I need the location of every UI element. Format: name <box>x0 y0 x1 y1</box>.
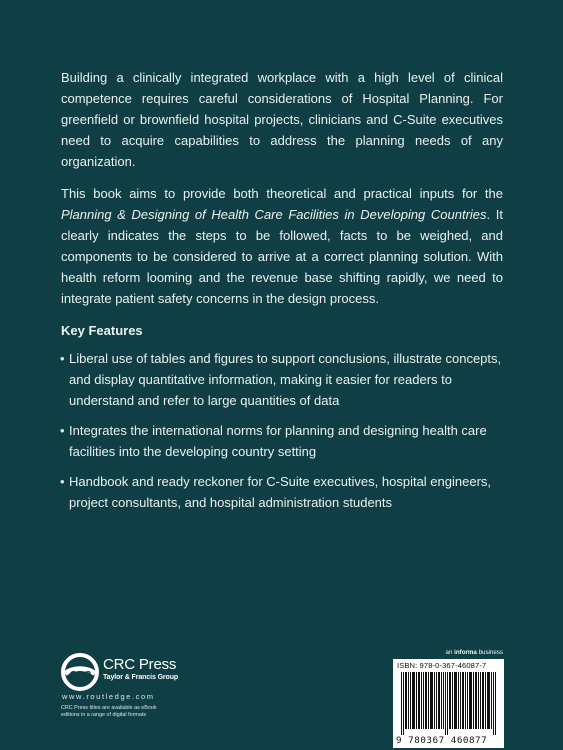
isbn-text: ISBN: 978-0-367-46087-7 <box>397 661 487 670</box>
key-features-heading: Key Features <box>61 323 143 338</box>
key-feature-text: Handbook and ready reckoner for C-Suite executives, hospital engineers, project consultants, and hospital administration students <box>69 474 492 510</box>
informa-prefix: an <box>445 649 455 656</box>
key-feature-item <box>61 420 503 462</box>
key-feature-text: Integrates the international norms for planning and designing health care facilities into the developing country setting <box>69 423 487 459</box>
logo-text <box>103 657 178 682</box>
key-feature-item <box>61 348 503 411</box>
description-section <box>61 67 503 522</box>
informa-suffix: business <box>476 649 503 656</box>
book-title-italic: Planning & Designing of Health Care Facilities in Developing Countries <box>61 207 487 222</box>
informa-business-text <box>446 649 503 656</box>
key-feature-text: Liberal use of tables and figures to support conclusions, illustrate concepts, and display quantitative information, making it easier for readers to understand and refer to large quantities of data <box>69 351 502 408</box>
barcode-card <box>393 659 504 748</box>
barcode-digits: 9 780367 460877 <box>396 735 488 746</box>
informa-brand: informa <box>454 649 477 656</box>
website-link[interactable]: www.routledge.com <box>62 692 155 701</box>
barcode-section <box>393 649 504 744</box>
book-summary-text-1: This book aims to provide both theoretical and practical inputs for the <box>61 186 503 201</box>
crc-logo-mark-text: CRC <box>69 670 91 681</box>
book-summary-paragraph <box>61 183 503 309</box>
cover-footer <box>0 645 563 750</box>
key-feature-item <box>61 471 503 513</box>
barcode-icon <box>401 672 497 735</box>
publisher-group: Taylor & Francis Group <box>103 674 179 681</box>
intro-paragraph-text: Building a clinically integrated workplace with a high level of clinical competence requires careful considerations of Hospital Planning. For greenfield or brownfield hospital projects, clinicians and C-Suite executives need to acquire capabilities to address the planning needs of any organization. <box>61 70 503 169</box>
publisher-name: CRC Press <box>103 656 177 673</box>
book-summary-text-2: . It clearly indicates the steps to be followed, facts to be weighed, and components to be considered to arrive at a correct planning solution. With health reform looming and the revenue base shifting rapidly, we need to integrate patient safety concerns in the design process. <box>61 207 503 306</box>
key-features-list <box>61 348 503 513</box>
crc-press-logo <box>61 653 201 693</box>
crc-press-logo-icon <box>61 653 99 691</box>
intro-paragraph <box>61 67 503 172</box>
ebook-note: CRC Press titles are available as eBook editions in a range of digital formats <box>61 705 157 718</box>
